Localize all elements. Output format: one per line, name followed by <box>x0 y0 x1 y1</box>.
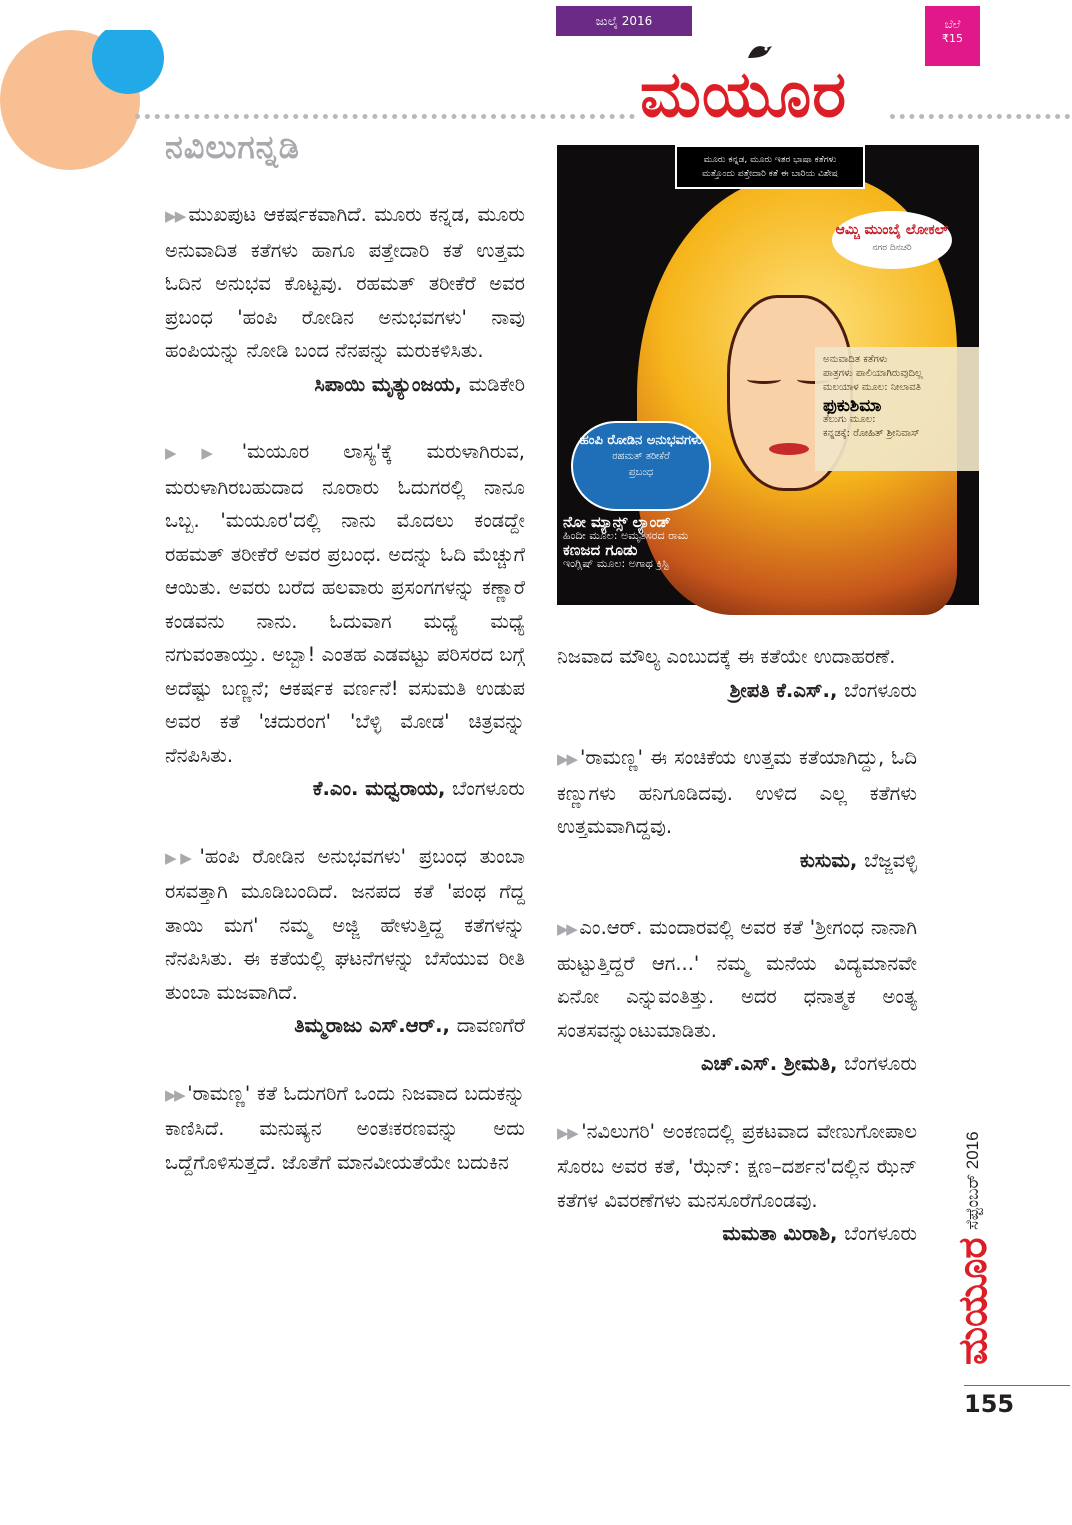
double-arrow-icon: ▶▶ <box>165 1085 184 1104</box>
double-arrow-icon: ▶▶ <box>557 1123 578 1142</box>
price-tab <box>925 6 980 66</box>
letter-text: ▶▶ ಎಂ.ಆರ್. ಮಂದಾರವಲ್ಲಿ ಅವರ ಕತೆ 'ಶ್ರೀಗಂಧ ನಾನಾಗಿ ಹುಟ್ಟುತ್ತಿದ್ದರೆ ಆಗ...' ನಮ್ಮ ಮನೆಯ ವಿದ್ಯಮಾನವೇ ಏನೋ ಎನ್ನುವಂತಿತ್ತು. ಅದರ ಧನಾತ್ಮಕ ಅಂತ್ಯ ಸಂತಸವನ್ನುಂಟುಮಾಡಿತು. <box>557 916 917 1042</box>
section-title: ನವಿಲುಗನ್ನಡಿ <box>165 128 300 166</box>
dotted-divider-right <box>890 114 1070 119</box>
letter-text: ▶▶ 'ನವಿಲುಗರಿ' ಅಂಕಣದಲ್ಲಿ ಪ್ರಕಟವಾದ ವೇಣುಗೋಪಾಲ ಸೊರಬ ಅವರ ಕತೆ, 'ಝೆನ್: ಕ್ಷಣ–ದರ್ಶನ'ದಲ್ಲಿನ ಝೆನ್ ಕತೆಗಳ ವಿವರಣೆಗಳು ಮನಸೂರೆಗೊಂಡವು. <box>557 1119 917 1212</box>
decorative-mask <box>70 22 164 30</box>
page-number: 155 <box>964 1390 1015 1418</box>
double-arrow-icon: ▶▶ <box>165 848 196 867</box>
letter-text: ▶▶ 'ರಾಮಣ್ಣ' ಕತೆ ಓದುಗರಿಗೆ ಒಂದು ನಿಜವಾದ ಬದುಕನ್ನು ಕಾಣಿಸಿದೆ. ಮನುಷ್ಯನ ಅಂತಃಕರಣವನ್ನು ಅದು ಒದ್ದೆಗೊಳಿಸುತ್ತದೆ. ಜೊತೆಗೆ ಮಾನವೀಯತೆಯೇ ಬದುಕಿನ <box>165 1081 526 1174</box>
double-arrow-icon: ▶▶ <box>557 750 576 768</box>
cover-top-band: ಮೂರು ಕನ್ನಡ, ಮೂರು ಇತರ ಭಾಷಾ ಕತೆಗಳು ಮತ್ತೊಂದು ಪತ್ತೇದಾರಿ ಕತೆ ಈ ಬಾರಿಯ ವಿಶೇಷ <box>675 145 865 189</box>
vertical-brand-logo: ಮಯೂರ <box>951 1237 995 1365</box>
vertical-issue-date: ಸೆಪ್ಟೆಂಬರ್ 2016 <box>963 1131 982 1230</box>
double-arrow-icon: ▶▶ <box>165 444 238 462</box>
letter-signature: ಕುಸುಮ, ಬೆಜ್ಜವಳ್ಳಿ <box>799 848 917 872</box>
letter-text: ▶▶ ಮುಖಪುಟ ಆಕರ್ಷಕವಾಗಿದೆ. ಮೂರು ಕನ್ನಡ, ಮೂರು ಅನುವಾದಿತ ಕತೆಗಳು ಹಾಗೂ ಪತ್ತೇದಾರಿ ಕತೆ ಉತ್ತಮ ಓದಿನ ಅನುಭವ ಕೊಟ್ಟವು. ರಹಮತ್ ತರೀಕೆರೆ ಅವರ ಪ್ರಬಂಧ 'ಹಂಪಿ ರೋಡಿನ ಅನುಭವಗಳು' ನಾವು ಹಂಪಿಯನ್ನು ನೋಡಿ ಬಂದ ನೆನಪನ್ನು ಮರುಕಳಿಸಿತು. <box>165 203 525 362</box>
issue-date-tab: ಜುಲೈ 2016 <box>556 6 692 36</box>
letter-signature: ಸಿಪಾಯಿ ಮೃತ್ಯುಂಜಯ, ಮಡಿಕೇರಿ <box>314 372 525 396</box>
cover-lips <box>769 443 809 455</box>
letter-text: ನಿಜವಾದ ಮೌಲ್ಯ ಎಂಬುದಕ್ಕೆ ಈ ಕತೆಯೇ ಉದಾಹರಣೆ. <box>557 645 896 668</box>
letter-signature: ಕೆ.ಎಂ. ಮಧ್ವರಾಯ, ಬೆಂಗಳೂರು <box>312 777 525 800</box>
cover-essay-circle: ಹಂಪಿ ರೋಡಿನ ಅನುಭವಗಳು ರಹಮತ್ ತರೀಕೆರೆ ಪ್ರಬಂಧ <box>571 421 711 511</box>
letter-signature: ಶ್ರೀಪತಿ ಕೆ.ಎಸ್., ಬೆಂಗಳೂರು <box>729 678 917 702</box>
letters-column-left <box>165 198 525 1179</box>
vertical-footer <box>951 1100 1008 1370</box>
letter-text: ▶▶ 'ಮಯೂರ ಲಾಸ್ಯ'ಕ್ಕೆ ಮರುಳಾಗಿರುವ, ಮರುಳಾಗಿರಬಹುದಾದ ನೂರಾರು ಓದುಗರಲ್ಲಿ ನಾನೂ ಒಬ್ಬ. 'ಮಯೂರ'ದಲ್ಲಿ ನಾನು ಮೊದಲು ಕಂಡದ್ದೇ ರಹಮತ್ ತರೀಕೆರೆ ಅವರ ಪ್ರಬಂಧ. ಅದನ್ನು ಓದಿ ಮೆಚ್ಚುಗೆ ಆಯಿತು. ಅವರು ಬರೆದ ಹಲವಾರು ಪ್ರಸಂಗಗಳನ್ನು ಕಣ್ಣಾರೆ ಕಂಡವನು ನಾನು. ಓದುವಾಗ ಮಧ್ಯೆ ಮಧ್ಯೆ ನಗುವಂತಾಯ್ತು. ಅಬ್ಬಾ! ಎಂತಹ ಎಡವಟ್ಟು ಪರಿಸರದ ಬಗ್ಗೆ ಅದೆಷ್ಟು ಬಣ್ಣನೆ; ಆಕರ್ಷಕ ವರ್ಣನೆ! ವಸುಮತಿ ಉಡುಪ ಅವರ ಕತೆ 'ಚದುರಂಗ' 'ಬೆಳ್ಳಿ ಮೋಡ' ಚಿತ್ರವನ್ನು ನೆನಪಿಸಿತು. <box>165 440 525 767</box>
magazine-cover-image <box>557 145 979 605</box>
magazine-logo: ಮಯೂರ <box>640 58 848 132</box>
cover-stories-list: ನೋ ಮ್ಯಾನ್ಸ್ ಲ್ಯಾಂಡ್ ಹಿಂದೀ ಮೂಲ: ಅಮೃತಸರದ ರಾಮ ಕಣಜದ ಗೂಡು ಇಂಗ್ಲಿಷ್ ಮೂಲ: ಅಗಾಥ ಕ್ರಿಸ್ಟಿ <box>563 513 689 570</box>
dotted-divider-left <box>135 114 635 119</box>
decorative-blue-circle <box>92 22 164 94</box>
cover-left-eye <box>747 375 781 384</box>
cover-badge: ಆಮ್ಚಿ ಮುಂಬೈ ಲೋಕಲ್ ನಗರ ದಿನಚರಿ <box>832 211 952 269</box>
letter-signature: ತಿಮ್ಮರಾಜು ಎಸ್.ಆರ್., ದಾವಣಗೆರೆ <box>294 1014 525 1037</box>
double-arrow-icon: ▶▶ <box>165 207 185 225</box>
page-number-rule <box>964 1385 1070 1386</box>
letter-signature: ಮಮತಾ ಮಿರಾಶಿ, ಬೆಂಗಳೂರು <box>722 1222 917 1245</box>
letters-column-right <box>557 640 917 1251</box>
price-label: ಬೆಲೆ <box>944 18 961 31</box>
price-value: ₹15 <box>942 32 963 45</box>
letter-text: ▶▶ 'ಹಂಪಿ ರೋಡಿನ ಅನುಭವಗಳು' ಪ್ರಬಂಧ ತುಂಬಾ ರಸವತ್ತಾಗಿ ಮೂಡಿಬಂದಿದೆ. ಜನಪದ ಕತೆ 'ಪಂಥ ಗೆದ್ದ ತಾಯಿ ಮಗ' ನಮ್ಮ ಅಜ್ಜಿ ಹೇಳುತ್ತಿದ್ದ ಕತೆಗಳನ್ನು ನೆನಪಿಸಿತು. ಈ ಕತೆಯಲ್ಲಿ ಘಟನೆಗಳನ್ನು ಬೆಸೆಯುವ ರೀತಿ ತುಂಬಾ ಮಜವಾಗಿದೆ. <box>165 844 525 1004</box>
double-arrow-icon: ▶▶ <box>557 920 576 938</box>
letter-signature: ಎಚ್.ಎಸ್. ಶ್ರೀಮತಿ, ಬೆಂಗಳೂರು <box>700 1052 917 1075</box>
letter-text: ▶▶ 'ರಾಮಣ್ಣ' ಈ ಸಂಚಿಕೆಯ ಉತ್ತಮ ಕತೆಯಾಗಿದ್ದು, ಓದಿ ಕಣ್ಣುಗಳು ಹನಿಗೂಡಿದವು. ಉಳಿದ ಎಲ್ಲ ಕತೆಗಳು ಉತ್ತಮವಾಗಿದ್ದವು. <box>557 746 918 838</box>
cover-translated-stories-panel: ಅನುವಾದಿತ ಕತೆಗಳು ಪಾತ್ರಗಳು ಪಾಲಿಯಾಗಿರುವುದಿಲ್ಲ ಮಲಯಾಳ ಮೂಲ: ನೀಲಾವತಿ ಫುಕುಶಿಮಾ ತೆಲುಗು ಮೂಲ: ಕನ್ನಡಕ್ಕೆ: ರೋಹಿತ್ ಶ್ರೀನಿವಾಸ್ <box>815 347 979 471</box>
